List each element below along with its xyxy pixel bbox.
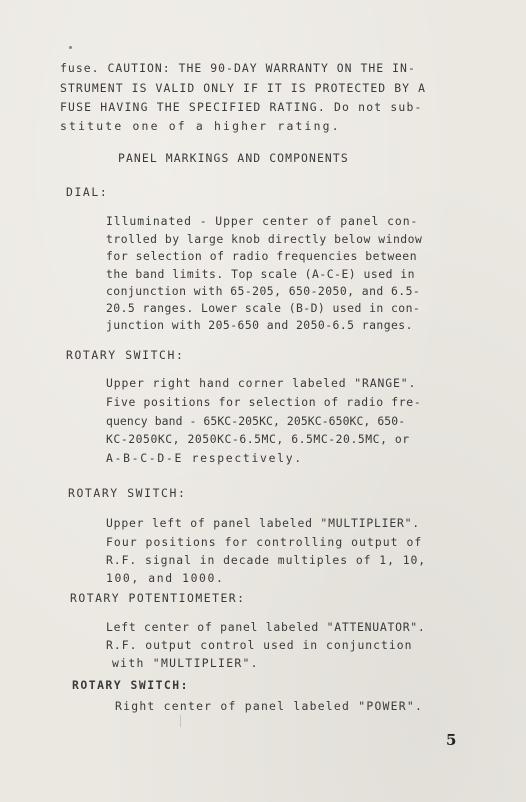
intro-line: stitute one of a higher rating. [60,119,341,133]
section-heading-multiplier-switch: ROTARY SWITCH: [68,486,187,500]
range-switch-line: quency band - 65KC-205KC, 205KC-650KC, 650- [106,414,406,428]
potentiometer-line: R.F. output control used in conjunction [106,638,413,652]
dial-line: the band limits. Top scale (A-C-E) used in [106,267,416,281]
dial-line: junction with 205-650 and 2050-6.5 ranges. [106,318,413,332]
potentiometer-line: Left center of panel labeled "ATTENUATOR". [106,620,426,634]
power-switch-line: Right center of panel labeled "POWER". [115,699,424,713]
range-switch-line: Five positions for selection of radio fre- [106,395,422,409]
page-number: 5 [446,731,457,749]
section-heading-range-switch: ROTARY SWITCH: [66,348,185,362]
range-switch-line: Upper right hand corner labeled "RANGE". [106,376,417,390]
multiplier-switch-line: R.F. signal in decade multiples of 1, 10, [106,553,427,567]
potentiometer-line: with "MULTIPLIER". [112,656,259,670]
section-heading-potentiometer: ROTARY POTENTIOMETER: [70,591,246,605]
intro-line: FUSE HAVING THE SPECIFIED RATING. Do not sub- [60,100,423,114]
section-heading-power-switch: ROTARY SWITCH: [72,678,190,692]
multiplier-switch-line: Upper left of panel labeled "MULTIPLIER". [106,516,420,530]
multiplier-switch-line: Four positions for controlling output of [106,535,423,549]
range-switch-line: A-B-C-D-E respectively. [106,451,303,465]
dial-line: conjunction with 65-205, 650-2050, and 6.5- [106,284,421,298]
intro-line: fuse. CAUTION: THE 90-DAY WARRANTY ON THE IN- [60,61,416,75]
intro-line: STRUMENT IS VALID ONLY IF IT IS PROTECTED BY A [60,81,427,95]
paper-mark [180,715,181,727]
dial-line: for selection of radio frequencies between [106,249,418,263]
range-switch-line: KC-2050KC, 2050KC-6.5MC, 6.5MC-20.5MC, or [106,432,410,446]
section-heading-dial: DIAL: [66,185,109,199]
dial-line: 20.5 ranges. Lower scale (B-D) used in con- [106,301,421,315]
multiplier-switch-line: 100, and 1000. [106,571,225,585]
dial-line: Illuminated - Upper center of panel con- [106,214,419,228]
section-title: PANEL MARKINGS AND COMPONENTS [118,151,349,165]
dial-line: trolled by large knob directly below window [106,232,423,246]
paper-speck [69,46,72,49]
